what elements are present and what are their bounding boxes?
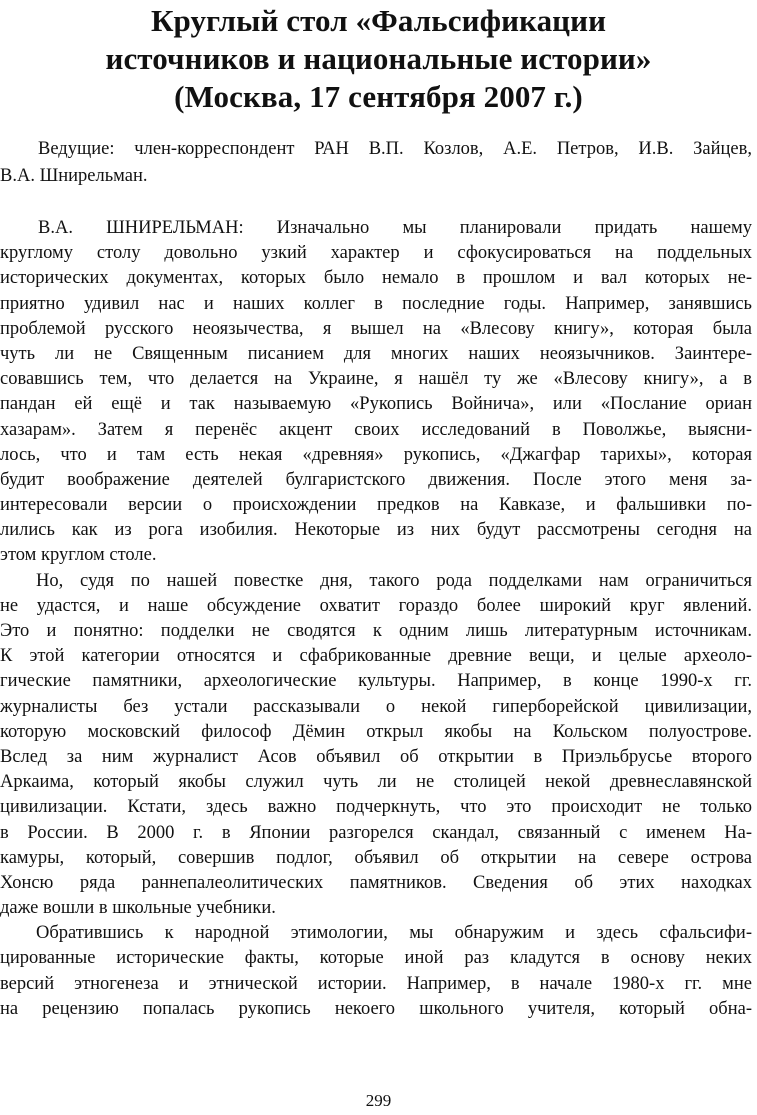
text-line: Вслед за ним журналист Асов объявил об открытии в Приэльбрусье второго [0,746,752,767]
text-line: Хонсю ряда раннепалеолитических памятников. Сведения об этих находках [0,872,752,893]
text-line: цированные исторические факты, которые иной раз кладутся в основу неких [0,948,752,969]
text-line: хазарам». Затем я перенёс акцент своих исследований в Поволжье, выясни- [0,419,752,440]
text-line: Аркаима, который якобы служил чуть ли не столицей некой древнеславянской [0,772,752,793]
text-line: круглому столу довольно узкий характер и сфокусироваться на поддельных [0,243,752,264]
text-line: в России. В 2000 г. в Японии разгорелся скандал, связанный с именем На- [0,822,752,843]
text-line: интересовали версии о происхождении предков на Кавказе, и фальшивки по- [0,495,752,516]
text-line: даже вошли в школьные учебники. [0,898,276,919]
text-line: исторических документах, которых было немало в прошлом и вал которых не- [0,268,752,289]
text-line: Но, судя по нашей повестке дня, такого рода подделками нам ограничиться [36,570,752,591]
text-line: этом круглом столе. [0,545,157,566]
text-line: чуть ли не Священным писанием для многих наших неоязычников. Заинтере- [0,343,752,364]
text-line: которую московский философ Дёмин открыл якобы на Кольском полуострове. [0,721,752,742]
article-body [0,216,752,1022]
hosts-line: Ведущие: член-корреспондент РАН В.П. Козлов, А.Е. Петров, И.В. Зайцев, [38,139,752,159]
hosts-list [0,136,752,190]
text-line: гические памятники, археологические культуры. Например, в конце 1990-х гг. [0,671,752,692]
page-number: 299 [365,1091,392,1110]
text-line: лились как из рога изобилия. Некоторые из них будут рассмотрены сегодня на [0,520,752,541]
text-line: цивилизации. Кстати, здесь важно подчеркнуть, что это происходит не только [0,797,752,818]
text-line: Обратившись к народной этимологии, мы обнаружим и здесь сфальсифи- [36,923,752,944]
text-line: не удастся, и наше обсуждение охватит гораздо более широкий круг явлений. [0,595,752,616]
title-line: источников и национальные истории» [105,41,652,76]
text-line: журналисты без устали рассказывали о некой гиперборейской цивилизации, [0,696,752,717]
text-line: приятно удивил нас и наших коллег в последние годы. Например, занявшись [0,293,752,314]
text-line: версий этногенеза и этнической истории. Например, в начале 1980-х гг. мне [0,973,752,994]
text-line: будит воображение деятелей булгаристского движения. После этого меня за- [0,469,752,490]
paragraph [0,569,752,922]
text-line: К этой категории относятся и сфабрикованные древние вещи, и целые археоло- [0,646,752,667]
article-title [0,2,757,116]
text-line: камуры, который, совершив подлог, объявил об открытии на севере острова [0,847,752,868]
text-line: совавшись тем, что делается на Украине, я нашёл ту же «Влесову книгу», а в [0,369,752,390]
text-line: проблемой русского неоязычества, я вышел на «Влесову книгу», которая была [0,318,752,339]
paragraph [0,921,752,1022]
title-line: Круглый стол «Фальсификации [150,3,607,38]
paragraph [0,216,752,569]
hosts-line: В.А. Шнирельман. [0,166,148,186]
text-line: В.А. ШНИРЕЛЬМАН: Изначально мы планировали придать нашему [38,218,752,238]
text-line: на рецензию попалась рукопись некоего школьного учителя, который обна- [0,998,752,1019]
text-line: Это и понятно: подделки не сводятся к одним лишь литературным источникам. [0,621,752,641]
text-line: лось, что и там есть некая «древняя» рукопись, «Джагфар тарихы», которая [0,444,752,465]
text-line: пандан ей ещё и так называемую «Рукопись Войнича», или «Послание ориан [0,394,752,415]
title-line: (Москва, 17 сентября 2007 г.) [174,79,583,114]
